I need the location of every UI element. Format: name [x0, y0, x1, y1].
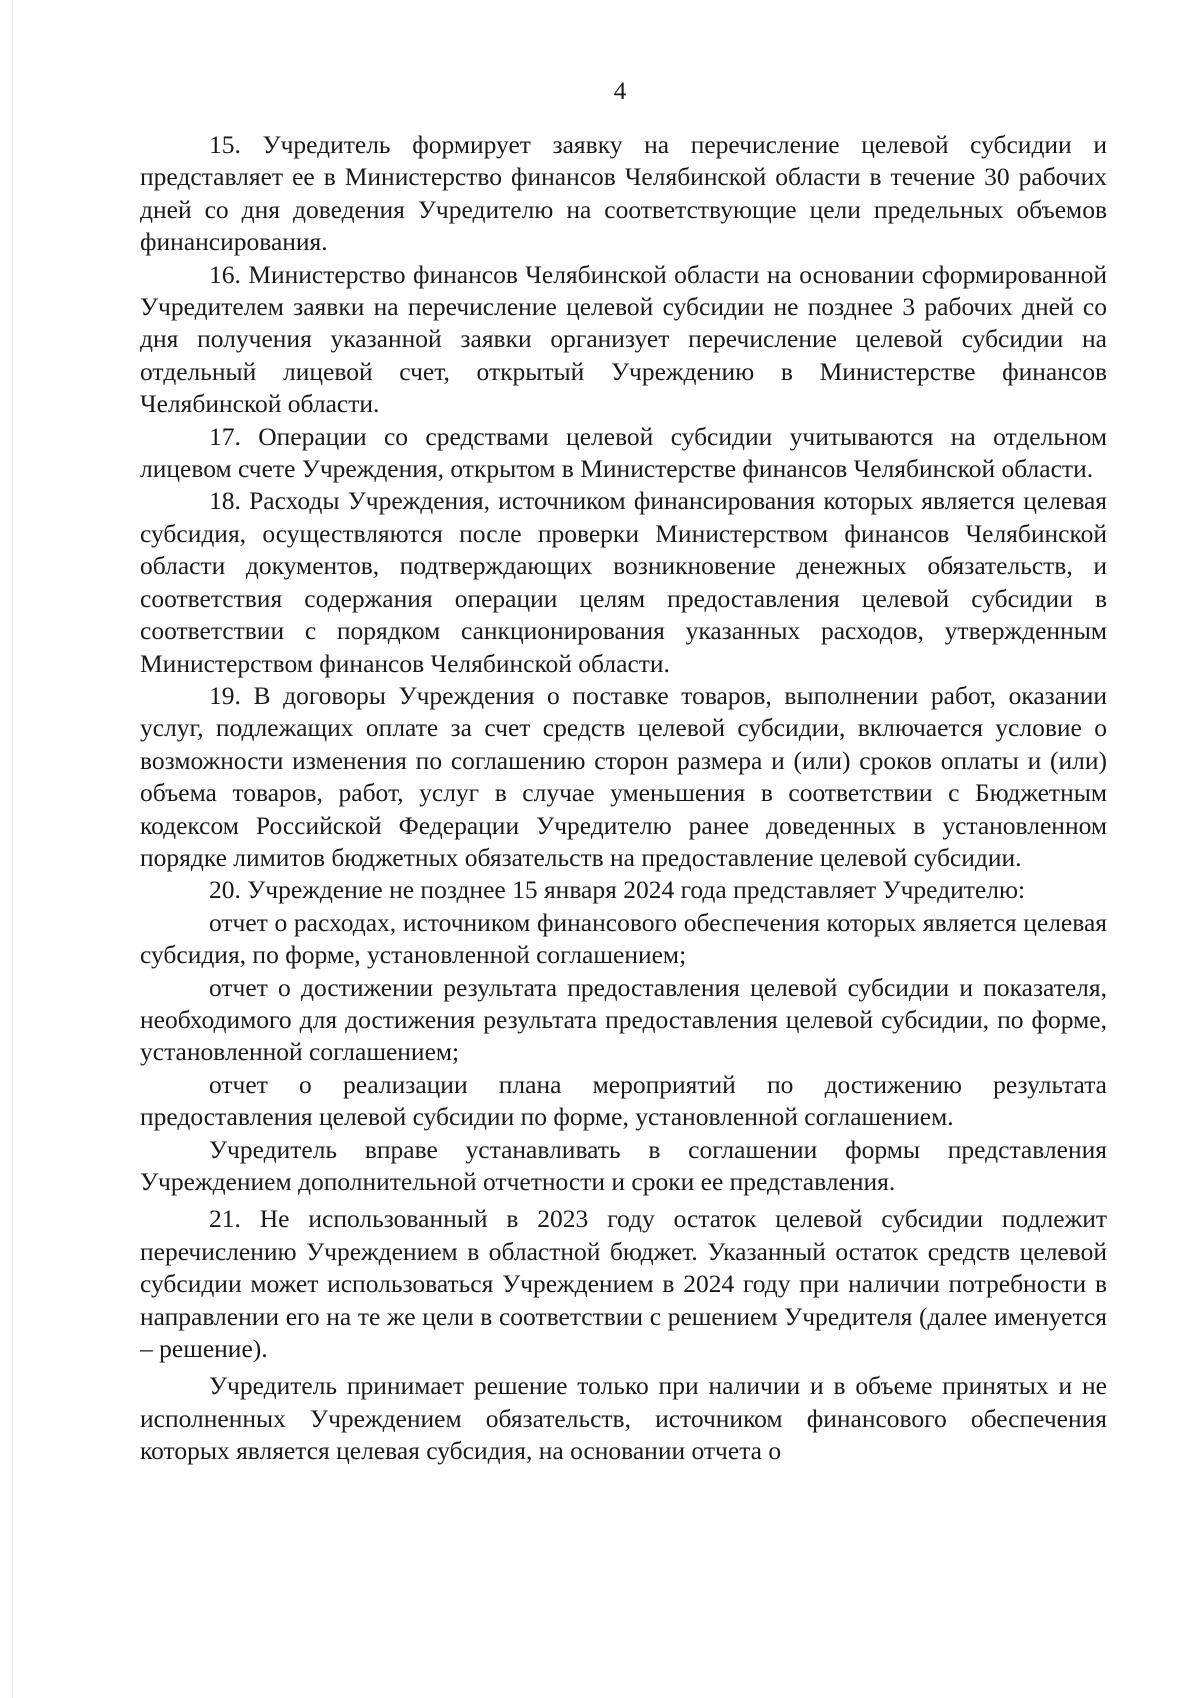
paragraph-16: 16. Министерство финансов Челябинской области на основании сформированной Учредителем заявки на перечисление целевой субсидии не позднее 3 рабочих дней со дня получения указанной заявки организует перечисление целевой субсидии на отдельный лицевой счет, открытый Учреждению в Министерстве финансов Челябинской области.: [140, 259, 1107, 419]
paragraph-21: 21. Не использованный в 2023 году остаток целевой субсидии подлежит перечислению Учреждением в областной бюджет. Указанный остаток средств целевой субсидии может использоваться Учреждением в 2024 году при наличии потребности в направлении его на те же цели в соответствии с решением Учредителя (далее именуется – решение).: [140, 1204, 1107, 1364]
paragraph-founder-decision: Учредитель принимает решение только при наличии и в объеме принятых и не исполненных Учреждением обязательств, источником финансового обеспечения которых является целевая субсидия, на основании отчета о: [140, 1371, 1107, 1466]
page-number: 4: [613, 78, 627, 105]
document-body: [140, 129, 1107, 1468]
paragraph-20-expense-report: отчет о расходах, источником финансового обеспечения которых является целевая субсидия, по форме, установленной соглашением;: [140, 907, 1107, 970]
paragraph-17: 17. Операции со средствами целевой субсидии учитываются на отдельном лицевом счете Учреждения, открытом в Министерстве финансов Челябинской области.: [140, 421, 1107, 484]
paragraph-18: 18. Расходы Учреждения, источником финансирования которых является целевая субсидия, осуществляются после проверки Министерством финансов Челябинской области документов, подтверждающих возникновение денежных обязательств, и соответствия содержания операции целям предоставления целевой субсидии в соответствии с порядком санкционирования указанных расходов, утвержденным Министерством финансов Челябинской области.: [140, 486, 1107, 678]
paragraph-founder-forms: Учредитель вправе устанавливать в соглашении формы представления Учреждением дополнительной отчетности и сроки ее представления.: [140, 1134, 1107, 1196]
scan-edge-line: [12, 0, 13, 1698]
paragraph-20-plan-report: отчет о реализации плана мероприятий по достижению результата предоставления целевой субсидии по форме, установленной соглашением.: [140, 1069, 1107, 1132]
paragraph-15: 15. Учредитель формирует заявку на перечисление целевой субсидии и представляет ее в Министерство финансов Челябинской области в течение 30 рабочих дней со дня доведения Учредителю на соответствующие цели предельных объемов финансирования.: [140, 130, 1107, 257]
paragraph-19: 19. В договоры Учреждения о поставке товаров, выполнении работ, оказании услуг, подлежащих оплате за счет средств целевой субсидии, включается условие о возможности изменения по соглашению сторон размера и (или) сроков оплаты и (или) объема товаров, работ, услуг в случае уменьшения в соответствии с Бюджетным кодексом Российской Федерации Учредителю ранее доведенных в установленном порядке лимитов бюджетных обязательств на предоставление целевой субсидии.: [140, 680, 1107, 872]
paragraph-20: 20. Учреждение не позднее 15 января 2024 года представляет Учредителю:: [209, 875, 1026, 905]
paragraph-20-result-report: отчет о достижении результата предоставления целевой субсидии и показателя, необходимого для достижения результата предоставления целевой субсидии, по форме, установленной соглашением;: [140, 972, 1107, 1067]
